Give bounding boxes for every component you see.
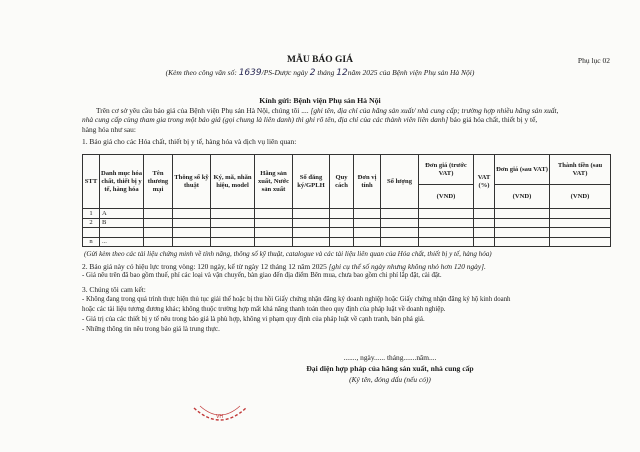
- header-packing: Quy cách: [330, 155, 354, 209]
- row-item: B: [100, 218, 144, 228]
- commitment-2: - Giá trị của các thiết bị y tế nêu trong báo giá là phù hợp, không vi phạm quy định của pháp luật về cạnh tranh, bán phá giá.: [82, 316, 425, 323]
- addressee: Kính gửi: Bệnh viện Phụ sản Hà Nội: [259, 96, 381, 105]
- stamp-seal-icon: [190, 402, 250, 432]
- header-unit-price-before-vat: Đơn giá (trước VAT): [419, 155, 474, 185]
- row-stt: 1: [83, 209, 100, 219]
- header-trade-name: Tên thương mại: [144, 155, 173, 209]
- validity-line: [82, 262, 486, 271]
- validity-hint: [ghi cụ thể số ngày nhưng không nhỏ hơn 120 ngày].: [328, 262, 486, 271]
- row-stt: 2: [83, 218, 100, 228]
- evidence-note: (Gửi kèm theo các tài liệu chứng minh về tính năng, thông số kỹ thuật, catalogue và các tài liệu liên quan của Hóa chất, thiết bị y tế, hàng hóa): [84, 250, 492, 258]
- table-row: [83, 237, 611, 247]
- commitment-1a: - Không đang trong quá trình thực hiện thủ tục giải thể hoặc bị thu hồi Giấy chứng nhận đăng ký doanh nghiệp hoặc Giấy chứng nhận đăng ký hộ kinh doanh: [82, 296, 511, 303]
- document-subtitle: [0, 68, 640, 78]
- signature-representative: Đại diện hợp pháp của hãng sản xuất, nhà cung cấp: [306, 364, 474, 373]
- header-registration: Số đăng ký/GPLH: [293, 155, 330, 209]
- commitment-1b: hoặc các tài liệu tương đương khác; không thuộc trường hợp mất khả năng thanh toán theo quy định của pháp luật về doanh nghiệp.: [82, 306, 446, 313]
- handwritten-month: 12: [336, 68, 348, 78]
- handwritten-day: 2: [309, 68, 316, 78]
- header-model: Ký, mã, nhãn hiệu, model: [211, 155, 255, 209]
- table-row: [83, 218, 611, 228]
- table-header-row: [83, 155, 611, 185]
- subtitle-part-b: /PS-Dược ngày: [261, 68, 308, 77]
- commitment-3: - Những thông tin nêu trong báo giá là trung thực.: [82, 326, 220, 333]
- header-total: Thành tiền (sau VAT): [550, 155, 611, 185]
- intro-line-1b: [ghi tên, địa chỉ của hãng sản xuất/ nhà cung cấp; trường hợp nhiều hãng sản xuất,: [310, 106, 559, 115]
- header-stt: STT: [83, 155, 100, 209]
- signature-hint: (Ký tên, đóng dấu (nếu có)): [349, 375, 431, 384]
- subtitle-part-d: năm 2025 của Bệnh viện Phụ sản Hà Nội): [347, 68, 475, 77]
- currency-label: (VND): [550, 185, 611, 209]
- validity-text: 2. Báo giá này có hiệu lực trong vòng: 120 ngày, kể từ ngày 12 tháng 12 năm 2025: [82, 262, 327, 271]
- section-1-heading: 1. Báo giá cho các Hóa chất, thiết bị y tế, hàng hóa và dịch vụ liên quan:: [82, 137, 297, 146]
- signature-date-line: ......., ngày...... tháng.......năm....: [343, 353, 437, 362]
- handwritten-document-number: 1639: [238, 68, 262, 78]
- row-stt: [83, 228, 100, 238]
- currency-label: (VND): [419, 185, 474, 209]
- intro-line-3: hàng hóa như sau:: [82, 125, 136, 134]
- intro-line-1: [96, 106, 558, 115]
- intro-line-1a: Trên cơ sở yêu cầu báo giá của Bệnh viện Phụ sản Hà Nội, chúng tôi ....: [96, 106, 309, 115]
- table-row: [83, 209, 611, 219]
- intro-line-2: [82, 115, 537, 124]
- quotation-table: [82, 154, 611, 247]
- intro-line-2a: nhà cung cấp cùng tham gia trong một báo giá (gọi chung là liên danh) thì ghi rõ tên, địa chỉ của các thành viên liên danh]: [82, 115, 449, 124]
- price-inclusion-note: - Giá nêu trên đã bao gồm thuế, phí các loại và vận chuyển, bàn giao đến địa điểm Bên mua, chưa bao gồm chi phí lắp đặt, cài đặt.: [82, 272, 442, 279]
- row-item: [100, 228, 144, 238]
- row-item: A: [100, 209, 144, 219]
- subtitle-part-c: tháng: [317, 68, 335, 77]
- table-row: [83, 228, 611, 238]
- header-item-list: Danh mục hóa chất, thiết bị y tế, hàng hóa: [100, 155, 144, 209]
- section-3-heading: 3. Chúng tôi cam kết:: [82, 285, 146, 294]
- row-item: ...: [100, 237, 144, 247]
- header-specs: Thông số kỹ thuật: [173, 155, 211, 209]
- header-vat: VAT (%): [474, 155, 495, 209]
- subtitle-part-a: (Kèm theo công văn số:: [165, 68, 237, 77]
- header-manufacturer: Hãng sản xuất, Nước sản xuất: [255, 155, 293, 209]
- appendix-label: Phụ lục 02: [577, 56, 610, 65]
- document-title: MẪU BÁO GIÁ: [287, 55, 353, 65]
- currency-label: (VND): [495, 185, 550, 209]
- header-quantity: Số lượng: [381, 155, 419, 209]
- intro-line-2b: báo giá hóa chất, thiết bị y tế,: [448, 115, 538, 124]
- row-stt: n: [83, 237, 100, 247]
- header-unit: Đơn vị tính: [354, 155, 381, 209]
- seal-text: VH: [216, 414, 224, 420]
- header-unit-price-after-vat: Đơn giá (sau VAT): [495, 155, 550, 185]
